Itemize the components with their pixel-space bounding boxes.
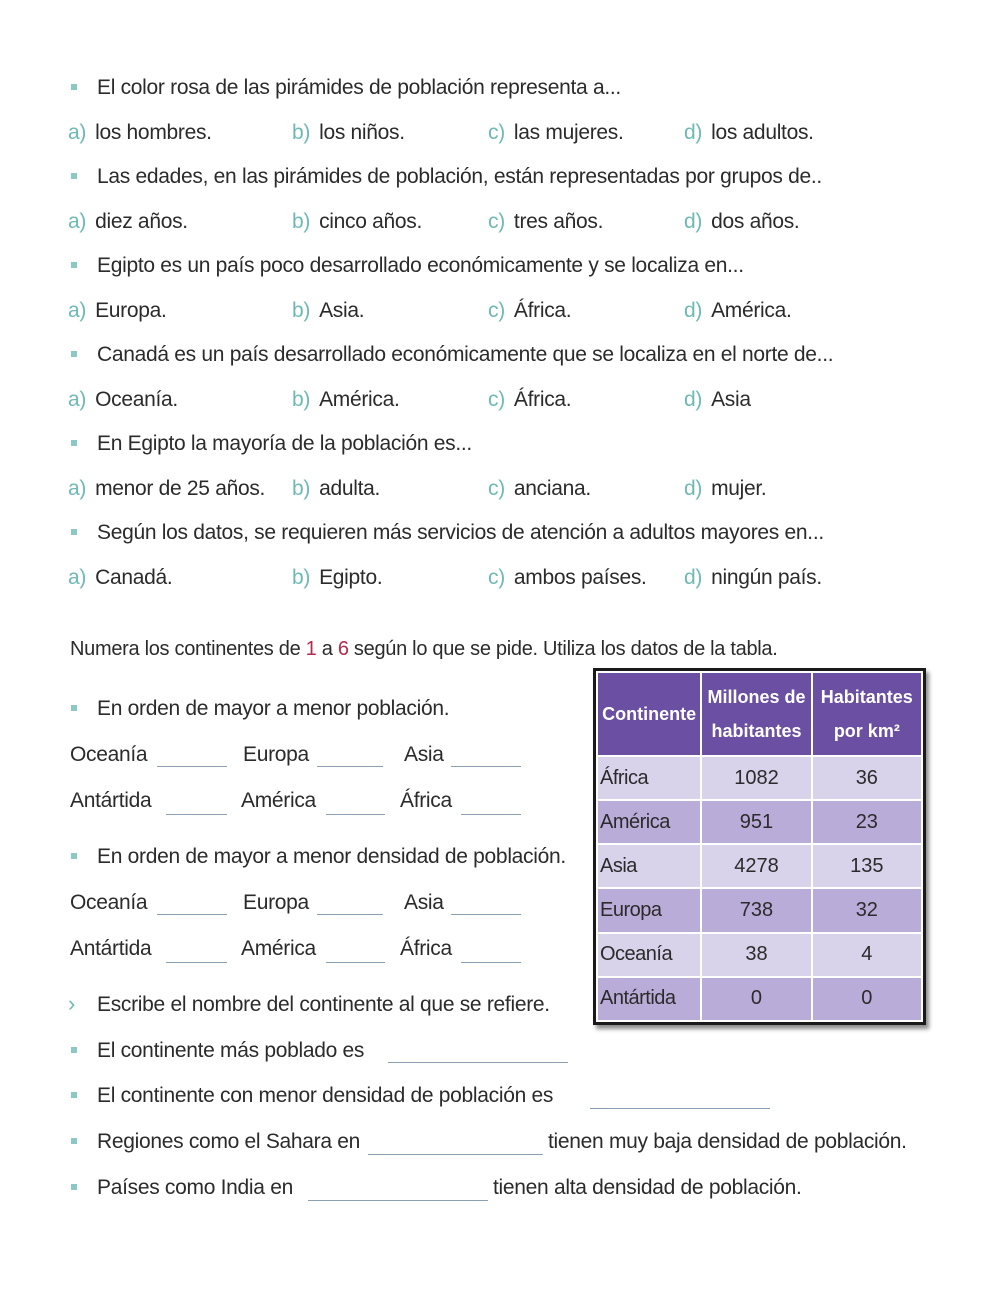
density-cell: 32	[812, 888, 922, 932]
option-a[interactable]: a) menor de 25 años.	[68, 477, 266, 500]
continent-cell: Asia	[597, 844, 701, 888]
option-b[interactable]: b) América.	[292, 388, 400, 411]
write-title: Escribe el nombre del continente al que se refiere.	[97, 993, 550, 1016]
answer-blank[interactable]	[326, 794, 385, 815]
population-table	[593, 668, 926, 1025]
option-a[interactable]: a) Oceanía.	[68, 388, 178, 411]
option-d[interactable]: d) Asia	[684, 388, 751, 411]
table-row	[597, 933, 922, 977]
option-c[interactable]: c) tres años.	[488, 210, 604, 233]
continent-cell: América	[597, 800, 701, 844]
option-c[interactable]: c) anciana.	[488, 477, 591, 500]
answer-blank[interactable]	[326, 942, 385, 963]
question-text: El color rosa de las pirámides de población representa a...	[97, 76, 621, 99]
answer-blank[interactable]	[451, 746, 521, 767]
continent-entry: África	[400, 789, 452, 812]
population-cell: 38	[701, 933, 811, 977]
continent-entry: América	[241, 789, 316, 812]
density-cell: 36	[812, 756, 922, 800]
answer-blank[interactable]	[461, 942, 521, 963]
option-b[interactable]: b) cinco años.	[292, 210, 423, 233]
column-header: Continente	[597, 672, 701, 756]
continent-entry: Oceanía	[70, 891, 148, 914]
option-a[interactable]: a) los hombres.	[68, 121, 212, 144]
question-text: Según los datos, se requieren más servicios de atención a adultos mayores en...	[97, 521, 824, 544]
table-row	[597, 977, 922, 1021]
bullet-icon	[71, 262, 77, 268]
density-cell: 0	[812, 977, 922, 1021]
option-c[interactable]: c) África.	[488, 388, 572, 411]
write-item-text: Países como India en	[97, 1176, 293, 1199]
option-a[interactable]: a) Europa.	[68, 299, 167, 322]
chevron-right-icon: ›	[68, 991, 76, 1016]
bullet-icon	[71, 705, 77, 711]
table-row	[597, 888, 922, 932]
question-text: Canadá es un país desarrollado económicamente que se localiza en el norte de...	[97, 343, 834, 366]
continent-entry: Asia	[404, 743, 444, 766]
population-cell: 4278	[701, 844, 811, 888]
bullet-icon	[71, 173, 77, 179]
bullet-icon	[71, 1092, 77, 1098]
option-d[interactable]: d) América.	[684, 299, 792, 322]
column-header: Habitantes por km²	[812, 672, 922, 756]
option-b[interactable]: b) los niños.	[292, 121, 405, 144]
continent-entry: Oceanía	[70, 743, 148, 766]
continent-entry: América	[241, 937, 316, 960]
population-cell: 1082	[701, 756, 811, 800]
continent-entry: Antártida	[70, 789, 152, 812]
answer-blank[interactable]	[590, 1088, 770, 1109]
answer-blank[interactable]	[388, 1042, 568, 1063]
option-d[interactable]: d) los adultos.	[684, 121, 814, 144]
answer-blank[interactable]	[368, 1134, 543, 1155]
answer-blank[interactable]	[461, 794, 521, 815]
continent-entry: Antártida	[70, 937, 152, 960]
write-item-text: El continente con menor densidad de población es	[97, 1084, 554, 1107]
bullet-icon	[71, 853, 77, 859]
answer-blank[interactable]	[317, 894, 383, 915]
bullet-icon	[71, 1047, 77, 1053]
question-text: Las edades, en las pirámides de población, están representadas por grupos de..	[97, 165, 822, 188]
answer-blank[interactable]	[166, 794, 227, 815]
option-d[interactable]: d) dos años.	[684, 210, 800, 233]
answer-blank[interactable]	[317, 746, 383, 767]
write-item-suffix: tienen muy baja densidad de población.	[548, 1130, 907, 1153]
bullet-icon	[71, 529, 77, 535]
bullet-icon	[71, 1184, 77, 1190]
section-title: En orden de mayor a menor densidad de población.	[97, 845, 566, 868]
continent-entry: Asia	[404, 891, 444, 914]
option-b[interactable]: b) Asia.	[292, 299, 365, 322]
continent-cell: Oceanía	[597, 933, 701, 977]
population-cell: 951	[701, 800, 811, 844]
option-d[interactable]: d) ningún país.	[684, 566, 822, 589]
section-title: En orden de mayor a menor población.	[97, 697, 450, 720]
option-d[interactable]: d) mujer.	[684, 477, 767, 500]
density-cell: 4	[812, 933, 922, 977]
continent-cell: Antártida	[597, 977, 701, 1021]
column-header: Millones de habitantes	[701, 672, 811, 756]
continent-cell: África	[597, 756, 701, 800]
option-c[interactable]: c) África.	[488, 299, 572, 322]
option-b[interactable]: b) adulta.	[292, 477, 381, 500]
option-c[interactable]: c) ambos países.	[488, 566, 647, 589]
density-cell: 135	[812, 844, 922, 888]
write-item-text: El continente más poblado es	[97, 1039, 365, 1062]
answer-blank[interactable]	[166, 942, 227, 963]
answer-blank[interactable]	[157, 746, 227, 767]
continent-cell: Europa	[597, 888, 701, 932]
answer-blank[interactable]	[308, 1180, 488, 1201]
write-item-text: Regiones como el Sahara en	[97, 1130, 361, 1153]
write-item-suffix: tienen alta densidad de población.	[493, 1176, 802, 1199]
table-row	[597, 844, 922, 888]
population-cell: 738	[701, 888, 811, 932]
question-text: Egipto es un país poco desarrollado económicamente y se localiza en...	[97, 254, 744, 277]
numbering-instruction: Numera los continentes de 1 a 6 según lo que se pide. Utiliza los datos de la tabla.	[70, 638, 778, 660]
continent-entry: Europa	[243, 891, 309, 914]
density-cell: 23	[812, 800, 922, 844]
table-row	[597, 756, 922, 800]
bullet-icon	[71, 351, 77, 357]
bullet-icon	[71, 84, 77, 90]
bullet-icon	[71, 440, 77, 446]
continent-entry: África	[400, 937, 452, 960]
option-c[interactable]: c) las mujeres.	[488, 121, 624, 144]
continent-entry: Europa	[243, 743, 309, 766]
table-row	[597, 800, 922, 844]
bullet-icon	[71, 1138, 77, 1144]
option-a[interactable]: a) diez años.	[68, 210, 188, 233]
population-cell: 0	[701, 977, 811, 1021]
answer-blank[interactable]	[451, 894, 521, 915]
option-a[interactable]: a) Canadá.	[68, 566, 173, 589]
answer-blank[interactable]	[157, 894, 227, 915]
option-b[interactable]: b) Egipto.	[292, 566, 383, 589]
question-text: En Egipto la mayoría de la población es...	[97, 432, 472, 455]
